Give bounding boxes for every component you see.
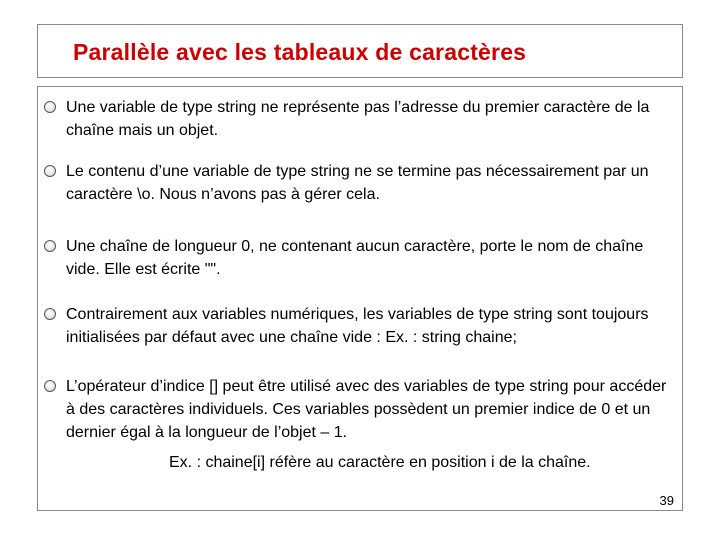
content-box bbox=[37, 86, 683, 511]
bullet-text: Le contenu d’une variable de type string ne se termine pas nécessairement par un caractère \o. Nous n’avons pas à gérer cela. bbox=[66, 163, 649, 203]
slide-title: Parallèle avec les tableaux de caractères bbox=[73, 39, 527, 65]
circle-bullet-icon bbox=[44, 101, 56, 113]
bullet-text: L’opérateur d’indice [] peut être utilisé avec des variables de type string pour accéder à des caractères individuels. Ces variables possèdent un premier indice de 0 et un dernier égal à la longueur de l’objet – 1. bbox=[66, 378, 667, 441]
bullet-text: Une variable de type string ne représente pas l’adresse du premier caractère de la chaîne mais un objet. bbox=[66, 99, 650, 139]
page-number: 39 bbox=[659, 493, 674, 508]
bullet-text: Contrairement aux variables numériques, les variables de type string sont toujours initialisées par défaut avec une chaîne vide : Ex. : string chaine; bbox=[66, 306, 649, 346]
circle-bullet-icon bbox=[44, 308, 56, 320]
example-text: Ex. : chaine[i] réfère au caractère en position i de la chaîne. bbox=[169, 454, 591, 471]
bullet-text: Une chaîne de longueur 0, ne contenant aucun caractère, porte le nom de chaîne vide. Elle est écrite "". bbox=[66, 238, 644, 278]
circle-bullet-icon bbox=[44, 240, 56, 252]
circle-bullet-icon bbox=[44, 165, 56, 177]
title-box bbox=[37, 24, 683, 78]
circle-bullet-icon bbox=[44, 380, 56, 392]
